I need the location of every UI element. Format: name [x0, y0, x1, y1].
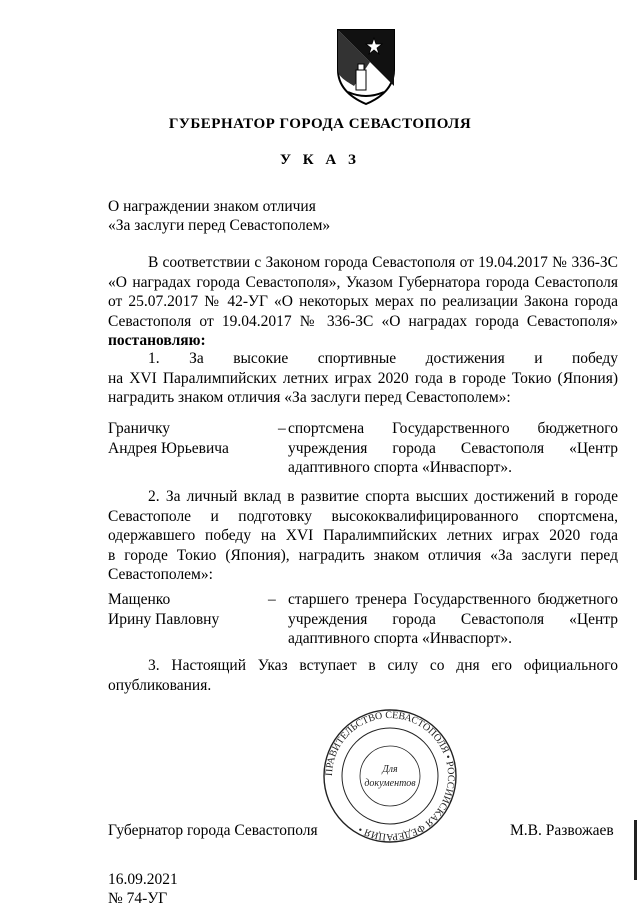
official-stamp	[320, 706, 460, 846]
text-line: Севастополя от 19.04.2017 № 336-ЗС «О наградах города Севастополя»	[108, 312, 618, 330]
text-line: в городе Токио (Япония), наградить знаком отличия «За заслуги перед	[108, 546, 618, 564]
text-line: учреждения города Севастополя «Центр	[288, 610, 618, 628]
text-line: старшего тренера Государственного бюджетного	[288, 591, 618, 608]
awardee-1-name	[108, 419, 229, 458]
stamp-center-text: документов	[364, 778, 416, 789]
item-1-paragraph	[108, 349, 618, 408]
awardee-given-names: Андрея Юрьевича	[108, 439, 229, 457]
decree-date-number	[108, 870, 178, 908]
decree-word: постановляю:	[108, 332, 206, 349]
text-line: 3. Настоящий Указ вступает в силу со дня его официального	[148, 657, 618, 674]
text-line: на XVI Паралимпийских летних играх 2020 года в городе Токио (Япония)	[108, 369, 618, 387]
text-line: одержавшего победу на XVI Паралимпийских летних играх 2020 года	[108, 527, 618, 544]
decree-number: № 74-УГ	[108, 890, 168, 907]
text-line: спортсмена Государственного бюджетного	[288, 420, 618, 437]
text-line: «О наградах города Севастополя», Указом Губернатора города Севастополя	[108, 273, 618, 291]
signatory-position: Губернатор города Севастополя	[108, 822, 318, 839]
text-line: адаптивного спорта «Инваспорт».	[288, 630, 513, 647]
text-line: адаптивного спорта «Инваспорт».	[288, 459, 513, 476]
document-type: У К А З	[280, 152, 360, 168]
text-line: Севастополе и подготовку высококвалифицированного спортсмена,	[108, 507, 618, 525]
text-line: опубликования.	[108, 676, 212, 694]
signatory-name: М.В. Развожаев	[510, 822, 614, 839]
subject-line: О награждении знаком отличия	[108, 198, 316, 215]
awardee-surname: Мащенко	[108, 591, 171, 608]
stamp-outer-text: ПРАВИТЕЛЬСТВО СЕВАСТОПОЛЯ • РОССИЙСКАЯ ФЕДЕРАЦИЯ •	[323, 709, 457, 843]
preamble-paragraph	[108, 253, 618, 351]
item-3-paragraph	[108, 656, 618, 695]
text-line: от 25.07.2017 № 42-УГ «О некоторых мерах по реализации Закона города	[108, 293, 618, 310]
awardee-2-name	[108, 590, 219, 629]
dash: –	[278, 420, 286, 437]
decree-date: 16.09.2021	[108, 871, 178, 888]
scan-edge-mark	[634, 820, 637, 880]
text-line: учреждения города Севастополя «Центр	[288, 439, 618, 457]
text-line: наградить знаком отличия «За заслуги перед Севастополем»:	[108, 389, 511, 406]
dash: –	[268, 591, 276, 608]
awardee-2-description	[288, 590, 618, 649]
awardee-surname: Граничку	[108, 420, 171, 437]
subject-block	[108, 197, 330, 235]
text-line: 1. За высокие спортивные достижения и победу	[148, 350, 618, 367]
text-line: В соответствии с Законом города Севастополя от 19.04.2017 № 336-ЗС	[148, 254, 618, 271]
awardee-given-names: Ирину Павловну	[108, 610, 220, 628]
awardee-1-description	[288, 419, 618, 478]
item-2-paragraph	[108, 487, 618, 585]
stamp-center-text: Для	[382, 764, 398, 775]
text-line: Севастополем»:	[108, 566, 213, 583]
text-line: 2. За личный вклад в развитие спорта высших достижений в городе	[148, 488, 618, 505]
issuer-title: ГУБЕРНАТОР ГОРОДА СЕВАСТОПОЛЯ	[168, 116, 472, 132]
subject-line: «За заслуги перед Севастополем»	[108, 217, 331, 234]
coat-of-arms-emblem	[334, 26, 398, 106]
